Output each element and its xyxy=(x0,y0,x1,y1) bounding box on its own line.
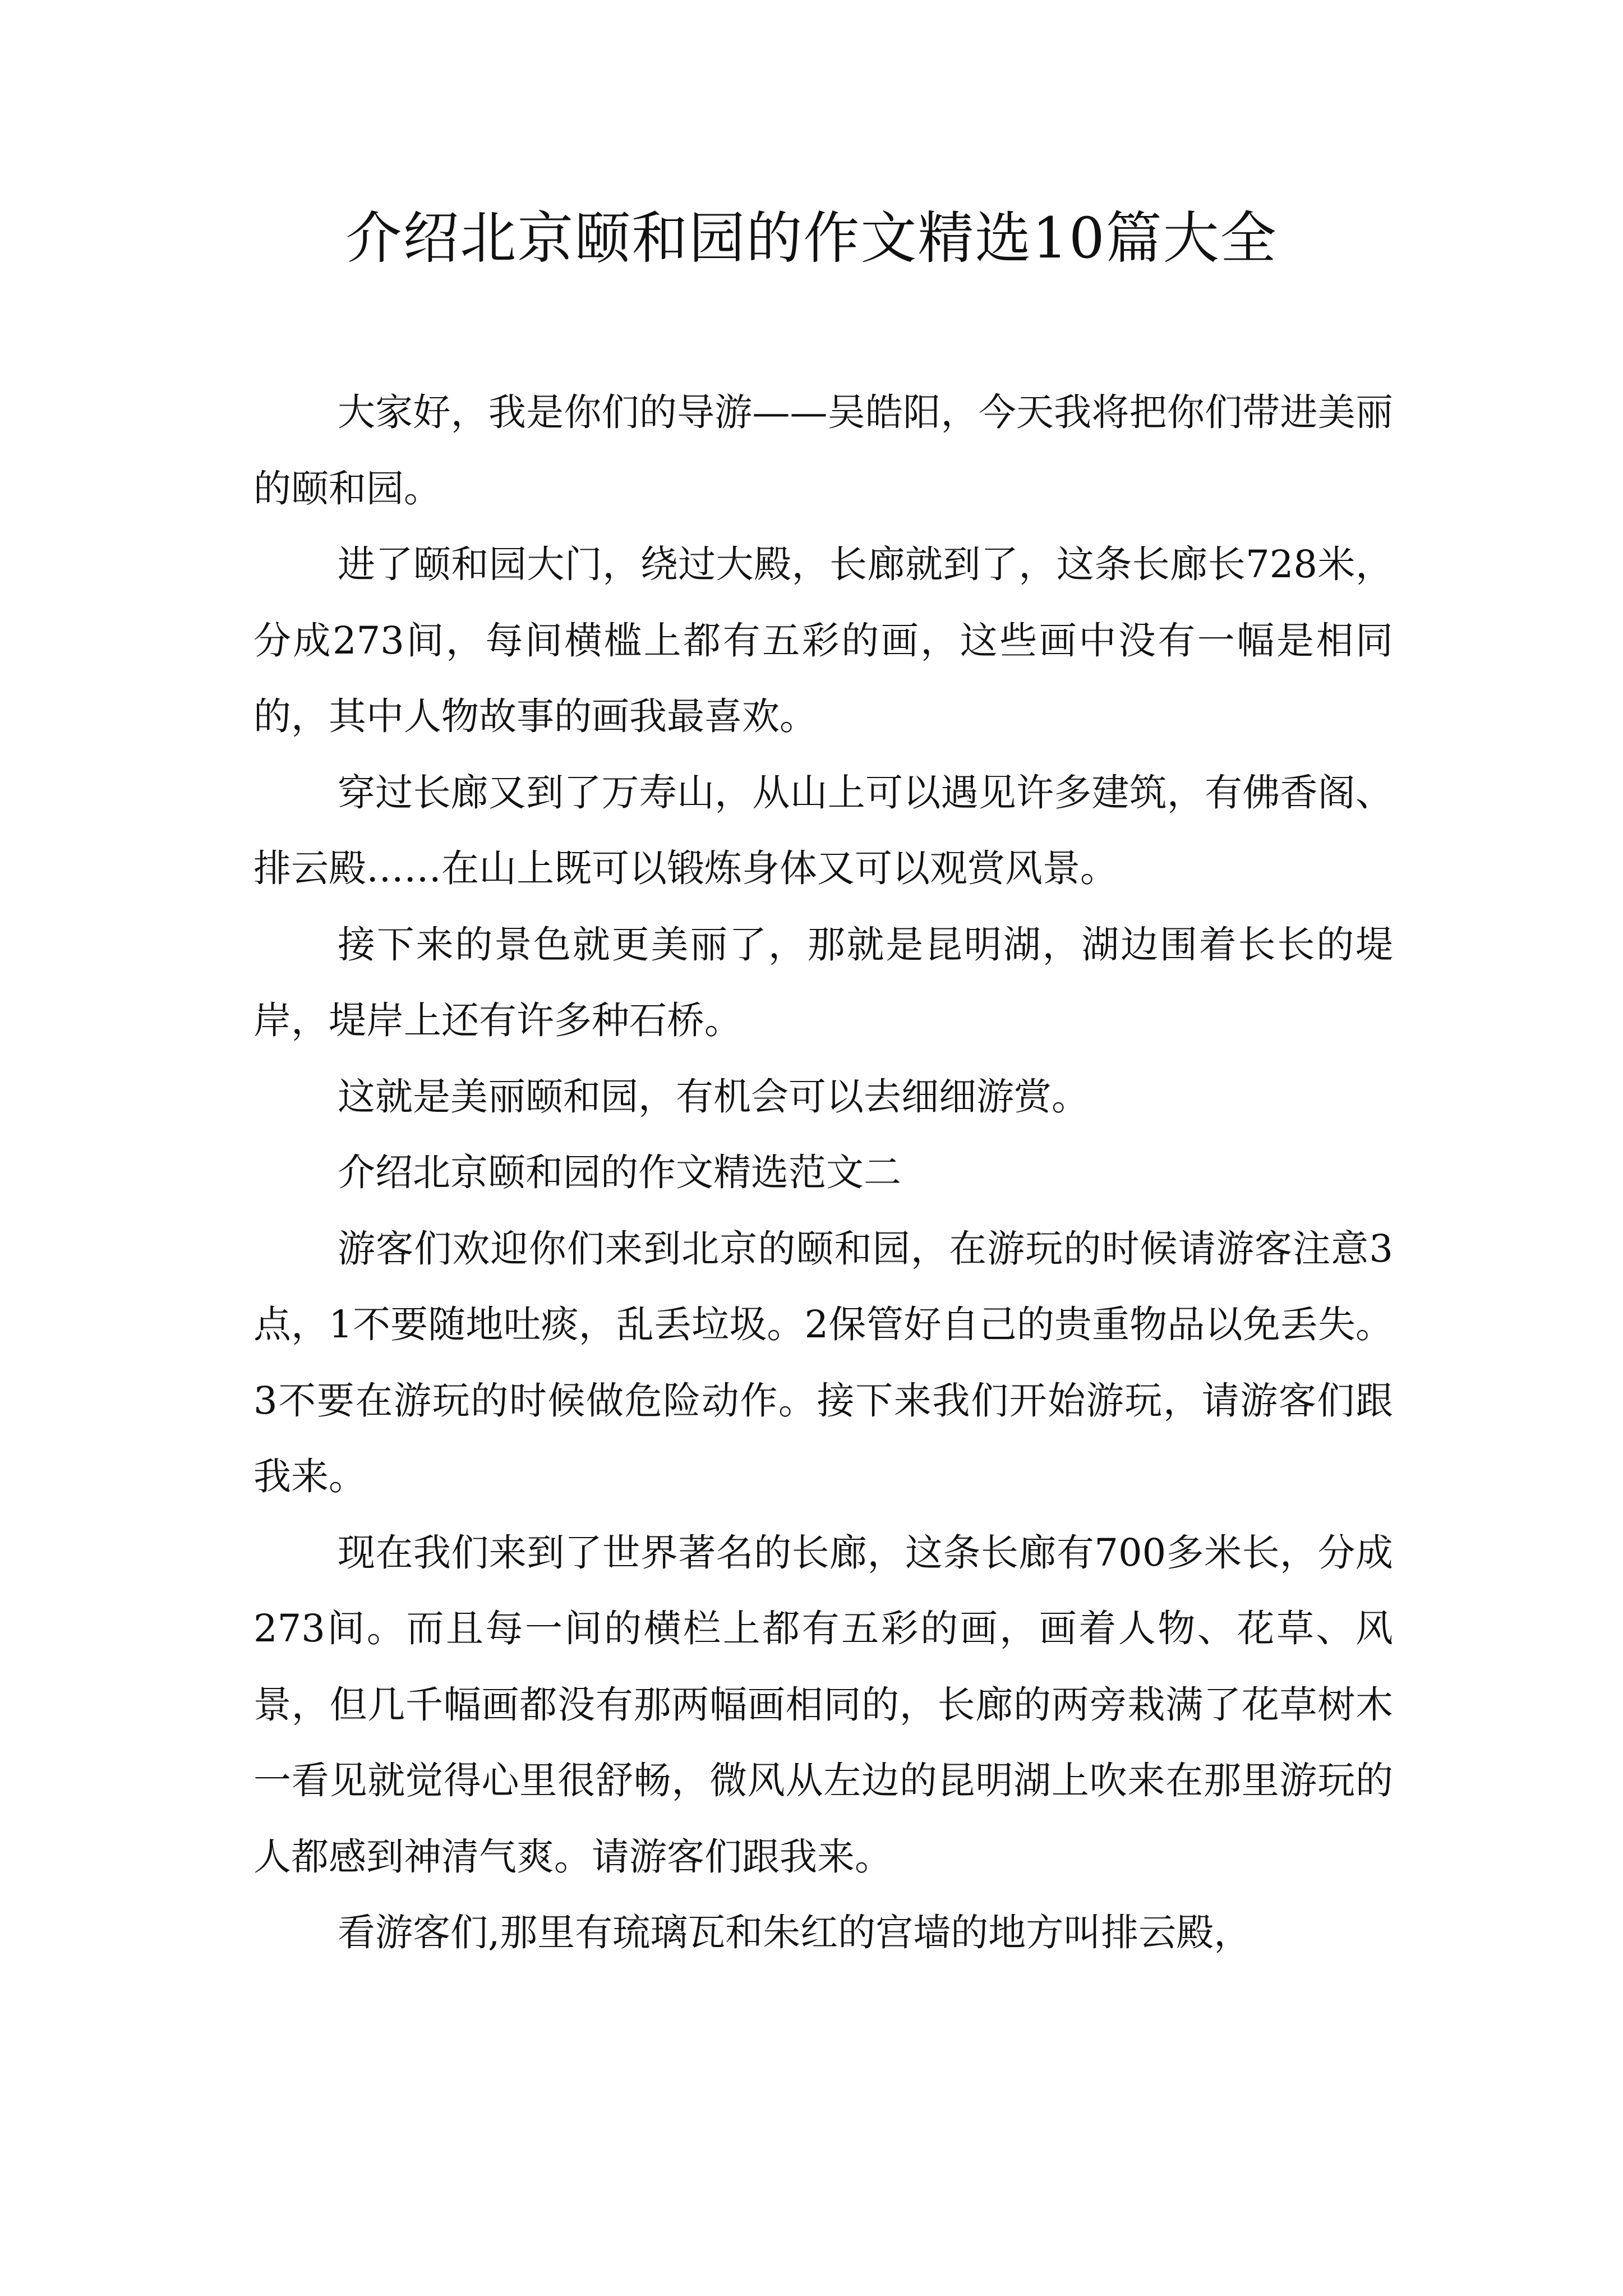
paragraph: 现在我们来到了世界著名的长廊，这条长廊有700多米长，分成273间。而且每一间的横栏上都有五彩的画，画着人物、花草、风景，但几千幅画都没有那两幅画相同的，长廊的两旁栽满了花草树木一看见就觉得心里很舒畅，微风从左边的昆明湖上吹来在那里游玩的人都感到神清气爽。请游客们跟我来。 xyxy=(253,1530,1393,1879)
document-body xyxy=(253,375,1393,1971)
paragraph: 大家好，我是你们的导游——吴皓阳，今天我将把你们带进美丽的颐和园。 xyxy=(253,390,1393,510)
document-title: 介绍北京颐和园的作文精选10篇大全 xyxy=(345,205,1278,271)
paragraph: 看游客们,那里有琉璃瓦和朱红的宫墙的地方叫排云殿， xyxy=(338,1911,1252,1954)
section-heading: 介绍北京颐和园的作文精选范文二 xyxy=(338,1151,901,1194)
paragraph: 游客们欢迎你们来到北京的颐和园，在游玩的时候请游客注意3点，1不要随地吐痰，乱丢垃圾。2保管好自己的贵重物品以免丢失。3不要在游玩的时候做危险动作。接下来我们开始游玩，请游客们跟我来。 xyxy=(253,1226,1393,1498)
paragraph: 穿过长廊又到了万寿山，从山上可以遇见许多建筑，有佛香阁、排云殿……在山上既可以锻炼身体又可以观赏风景。 xyxy=(253,770,1393,890)
paragraph: 进了颐和园大门，绕过大殿，长廊就到了，这条长廊长728米，分成273间，每间横槛上都有五彩的画，这些画中没有一幅是相同的，其中人物故事的画我最喜欢。 xyxy=(253,542,1393,738)
paragraph: 这就是美丽颐和园，有机会可以去细细游赏。 xyxy=(338,1074,1089,1119)
paragraph: 接下来的景色就更美丽了，那就是昆明湖，湖边围着长长的堤岸，堤岸上还有许多种石桥。 xyxy=(253,922,1393,1042)
